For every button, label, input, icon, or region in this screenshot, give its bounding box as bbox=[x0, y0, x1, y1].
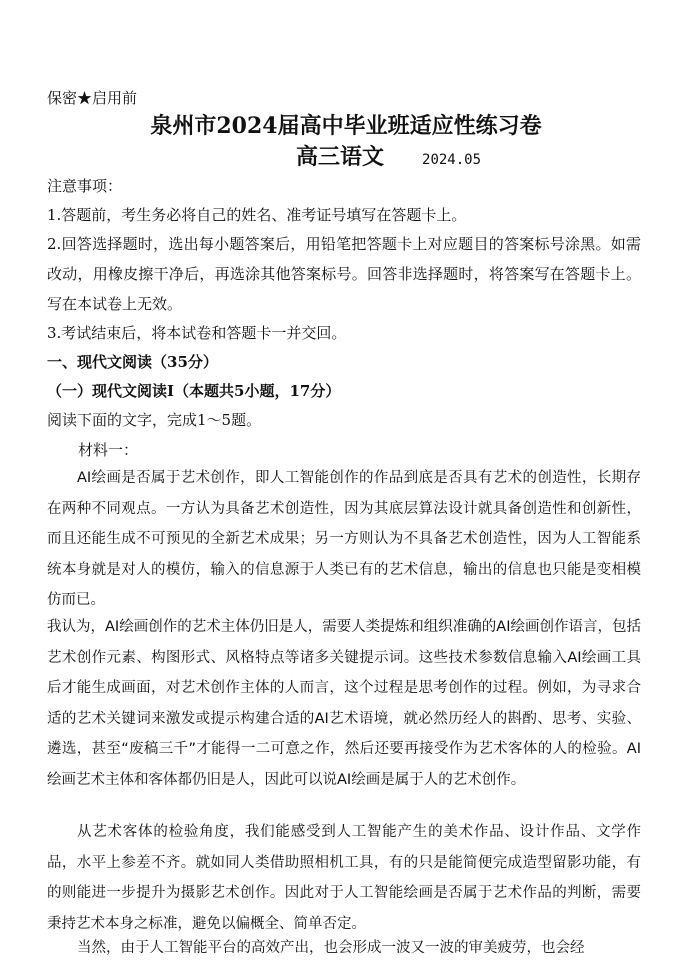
passage-paragraph-3: 从艺术客体的检验角度，我们能感受到人工智能产生的美术作品、设计作品、文学作品，水平上参差不齐。就如同人类借助照相机工具，有的只是能简便完成造型留影功能，有的则能进一步提升为摄影艺术创作。因此对于人工智能绘画是否属于艺术作品的判断，需要秉持艺术本身之标准，避免以偏概全、简单否定。 bbox=[47, 824, 641, 932]
confidential-label: 保密★启用前 bbox=[47, 89, 138, 107]
reading-instruction: 阅读下面的文字，完成1～5题。 bbox=[47, 411, 262, 429]
notes-heading: 注意事项： bbox=[47, 177, 123, 195]
subject-title: 高三语文 bbox=[296, 144, 385, 170]
section-heading: 一、现代文阅读（35分） bbox=[47, 353, 218, 371]
exam-date: 2024.05 bbox=[422, 152, 482, 168]
subsection-heading: （一）现代文阅读Ⅰ（本题共5小题，17分） bbox=[47, 382, 341, 400]
exam-title: 泉州市2024届高中毕业班适应性练习卷 bbox=[150, 113, 542, 139]
note-item-2: 2.回答选择题时，选出每小题答案后，用铅笔把答题卡上对应题目的答案标号涂黑。如需改动，用橡皮擦干净后，再选涂其他答案标号。回答非选择题时，将答案写在答题卡上。写在本试卷上无效。 bbox=[47, 235, 641, 313]
passage-paragraph-4: 当然，由于人工智能平台的高效产出，也会形成一波又一波的审美疲劳，也会经 bbox=[77, 940, 585, 956]
passage-paragraph-1: AI绘画是否属于艺术创作，即人工智能创作的作品到底是否具有艺术的创造性，长期存在两种不同观点。一方认为具备艺术创造性，因为其底层算法设计就具备创造性和创新性，而且还能生成不可预见的全新艺术成果；另一方则认为不具备艺术创造性，因为人工智能系统本身就是对人的模仿，输入的信息源于人类已有的艺术信息，输出的信息也只能是变相模仿而已。 bbox=[47, 470, 641, 608]
note-item-1: 1.答题前，考生务必将自己的姓名、准考证号填写在答题卡上。 bbox=[47, 206, 467, 224]
subtitle-row bbox=[296, 143, 481, 171]
passage-paragraph-2: 我认为，AI绘画创作的艺术主体仍旧是人，需要人类提炼和组织准确的AI绘画创作语言，包括艺术创作元素、构图形式、风格特点等诸多关键提示词。这些技术参数信息输入AI绘画工具后才能生成画面，对艺术创作主体的人而言，这个过程是思考创作的过程。例如，为寻求合适的艺术关键词来激发或提示构建合适的AI艺术语境，就必然历经人的斟酌、思考、实验、遴选，甚至“废稿三千”才能得一二可意之作，然后还要再接受作为艺术客体的人的检验。AI绘画艺术主体和客体都仍旧是人，因此可以说AI绘画是属于人的艺术创作。 bbox=[47, 619, 641, 788]
material-label: 材料一： bbox=[78, 441, 139, 459]
note-item-3: 3.考试结束后，将本试卷和答题卡一并交回。 bbox=[47, 324, 347, 342]
